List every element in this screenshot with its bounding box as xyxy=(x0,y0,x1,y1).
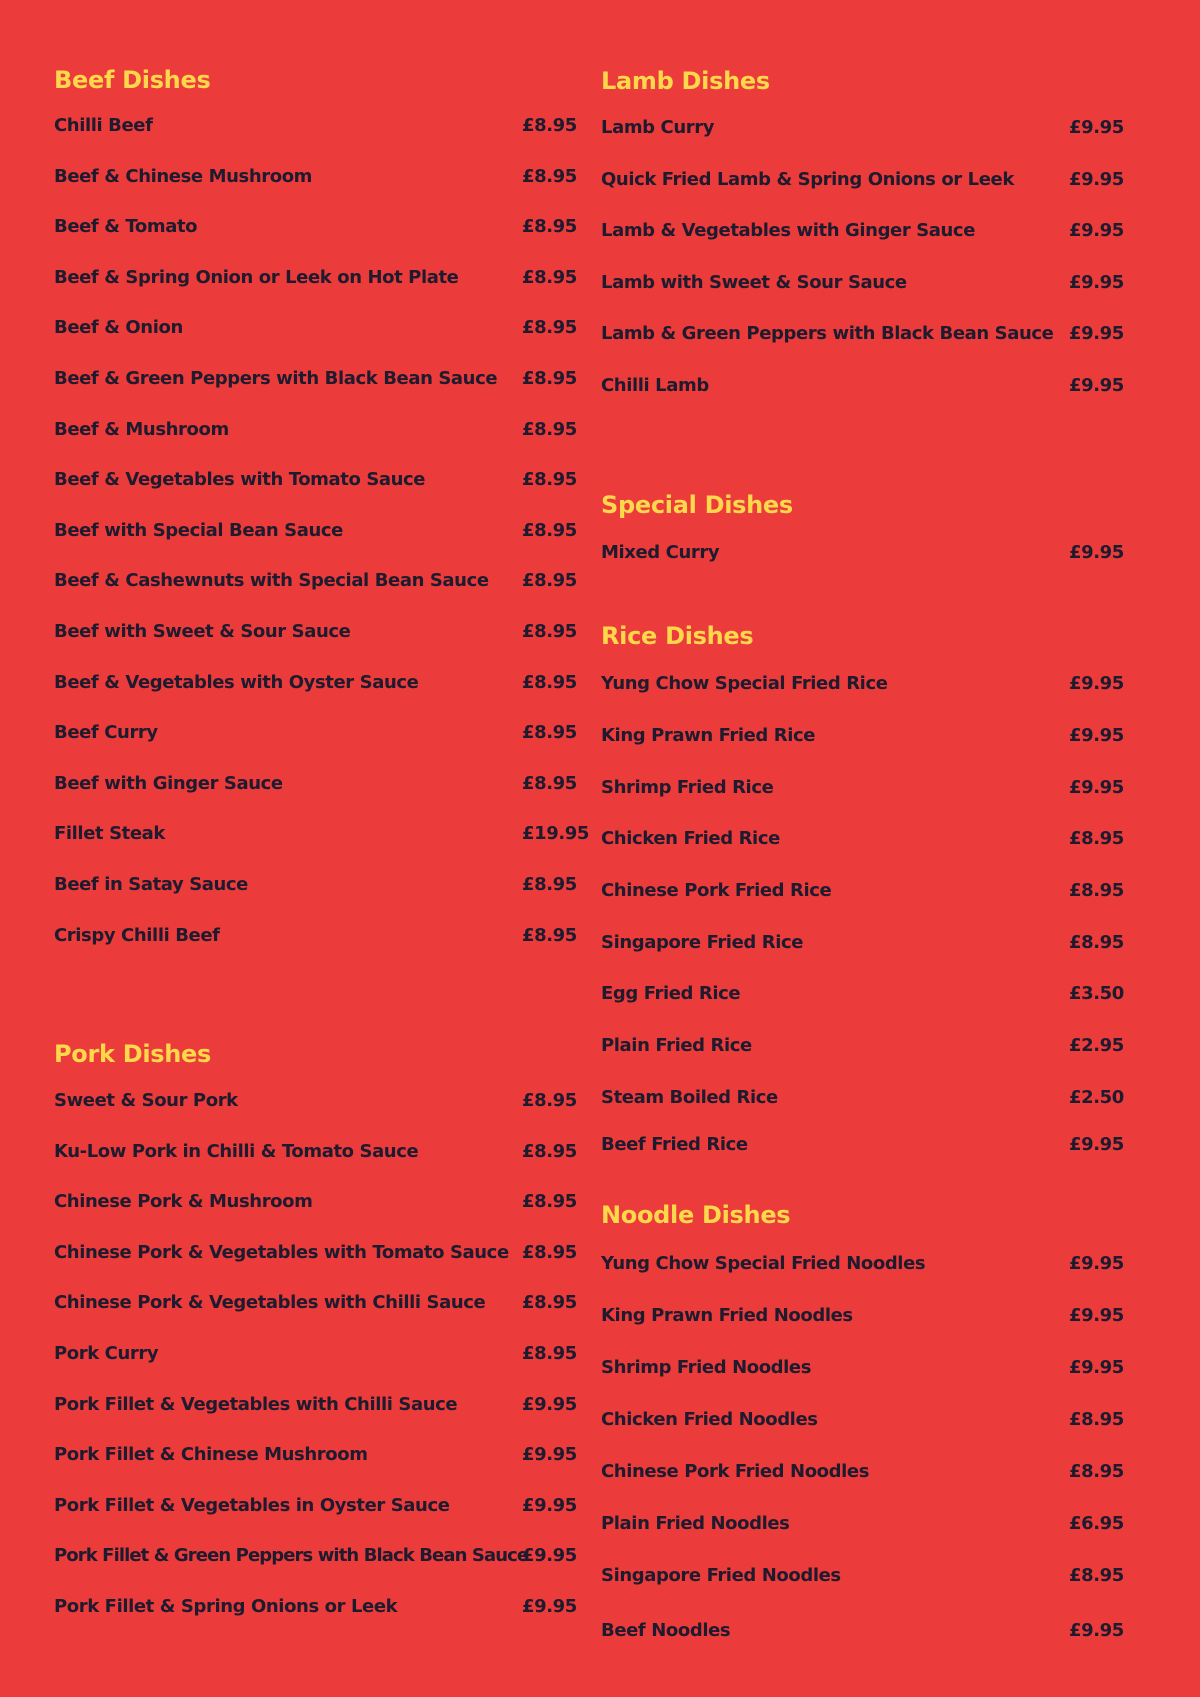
menu-item-name: Beef with Ginger Sauce xyxy=(54,773,283,794)
menu-item-price: £9.95 xyxy=(522,1596,577,1617)
menu-item xyxy=(54,1343,577,1364)
menu-item-price: £6.95 xyxy=(1069,1513,1124,1534)
menu-item-name: Yung Chow Special Fried Rice xyxy=(601,673,888,694)
menu-item xyxy=(54,1394,577,1415)
menu-item xyxy=(54,823,590,844)
menu-item-name: Lamb Curry xyxy=(601,117,715,138)
menu-item xyxy=(601,828,1124,849)
menu-item-price: £8.95 xyxy=(522,520,577,541)
menu-item xyxy=(54,166,577,187)
menu-item-name: Chinese Pork Fried Rice xyxy=(601,880,832,901)
menu-item-name: Shrimp Fried Rice xyxy=(601,777,774,798)
menu-item-price: £9.95 xyxy=(1069,1357,1124,1378)
menu-item xyxy=(601,725,1124,746)
menu-item-name: Beef & Mushroom xyxy=(54,419,229,440)
menu-item-name: Beef with Sweet & Sour Sauce xyxy=(54,621,351,642)
menu-item-price: £8.95 xyxy=(1069,880,1124,901)
menu-item-name: Pork Curry xyxy=(54,1343,159,1364)
menu-item-price: £9.95 xyxy=(1069,1305,1124,1326)
menu-item xyxy=(54,1596,577,1617)
menu-item-price: £8.95 xyxy=(1069,1409,1124,1430)
menu-item-price: £9.95 xyxy=(1069,375,1124,396)
menu-item-name: Singapore Fried Noodles xyxy=(601,1565,841,1586)
menu-item-name: Chinese Pork & Mushroom xyxy=(54,1191,313,1212)
menu-item xyxy=(54,419,577,440)
menu-item xyxy=(601,1253,1124,1274)
menu-item-price: £9.95 xyxy=(1069,169,1124,190)
menu-item xyxy=(601,169,1124,190)
menu-item xyxy=(54,267,577,288)
menu-item xyxy=(54,520,577,541)
menu-item xyxy=(601,1087,1124,1108)
menu-item xyxy=(54,216,577,237)
noodle-section-title: Noodle Dishes xyxy=(601,1201,791,1229)
menu-item-price: £9.95 xyxy=(522,1394,577,1415)
menu-item xyxy=(54,115,577,136)
menu-item-price: £8.95 xyxy=(522,469,577,490)
menu-item-name: Ku-Low Pork in Chilli & Tomato Sauce xyxy=(54,1141,419,1162)
menu-item xyxy=(54,672,577,693)
menu-item xyxy=(601,1461,1124,1482)
menu-item-price: £8.95 xyxy=(522,1343,577,1364)
menu-item-price: £8.95 xyxy=(522,1292,577,1313)
menu-item xyxy=(601,932,1124,953)
menu-item-name: Pork Fillet & Vegetables with Chilli Sauce xyxy=(54,1394,458,1415)
menu-item-price: £9.95 xyxy=(1069,1134,1124,1155)
menu-item-name: Plain Fried Noodles xyxy=(601,1513,790,1534)
menu-item-name: King Prawn Fried Rice xyxy=(601,725,816,746)
menu-item xyxy=(601,1035,1124,1056)
menu-item-price: £8.95 xyxy=(522,368,577,389)
menu-item-price: £8.95 xyxy=(522,874,577,895)
menu-item xyxy=(54,1191,577,1212)
menu-item-price: £8.95 xyxy=(522,419,577,440)
menu-item xyxy=(54,773,577,794)
menu-item-name: Chinese Pork Fried Noodles xyxy=(601,1461,870,1482)
menu-item xyxy=(54,1292,577,1313)
menu-item-price: £8.95 xyxy=(1069,828,1124,849)
menu-item-name: Beef & Vegetables with Tomato Sauce xyxy=(54,469,426,490)
menu-item-price: £8.95 xyxy=(522,1191,577,1212)
menu-item-price: £8.95 xyxy=(1069,1461,1124,1482)
menu-item xyxy=(601,375,1124,396)
menu-item-name: Beef & Vegetables with Oyster Sauce xyxy=(54,672,419,693)
menu-item-price: £8.95 xyxy=(522,166,577,187)
menu-item xyxy=(601,117,1124,138)
menu-item-name: Beef in Satay Sauce xyxy=(54,874,248,895)
menu-item xyxy=(601,323,1124,344)
menu-item xyxy=(54,874,577,895)
menu-item-name: Fillet Steak xyxy=(54,823,165,844)
menu-item xyxy=(601,777,1124,798)
menu-item-name: Mixed Curry xyxy=(601,542,720,563)
menu-item xyxy=(601,1409,1124,1430)
menu-item xyxy=(54,368,577,389)
lamb-section-title: Lamb Dishes xyxy=(601,67,770,95)
menu-item-name: Crispy Chilli Beef xyxy=(54,925,220,946)
menu-item-price: £8.95 xyxy=(522,570,577,591)
menu-item xyxy=(54,317,577,338)
menu-item-name: Beef & Green Peppers with Black Bean Sauce xyxy=(54,368,498,389)
beef-section-title: Beef Dishes xyxy=(54,66,211,94)
menu-item-price: £9.95 xyxy=(1069,673,1124,694)
menu-item xyxy=(54,1090,577,1111)
menu-item xyxy=(601,1357,1124,1378)
menu-item xyxy=(601,272,1124,293)
menu-item-price: £8.95 xyxy=(522,317,577,338)
menu-item xyxy=(54,469,577,490)
menu-item-name: Chilli Beef xyxy=(54,115,153,136)
menu-item-name: Chicken Fried Noodles xyxy=(601,1409,818,1430)
menu-item xyxy=(601,542,1124,563)
menu-item-price: £8.95 xyxy=(1069,932,1124,953)
menu-item-name: Beef Fried Rice xyxy=(601,1134,748,1155)
menu-item xyxy=(54,722,577,743)
menu-item-name: Beef & Onion xyxy=(54,317,183,338)
menu-item-price: £8.95 xyxy=(522,722,577,743)
menu-item-name: Pork Fillet & Spring Onions or Leek xyxy=(54,1596,398,1617)
menu-item-name: Chicken Fried Rice xyxy=(601,828,780,849)
menu-item xyxy=(601,1565,1124,1586)
menu-item-name: Lamb & Vegetables with Ginger Sauce xyxy=(601,220,976,241)
menu-item-name: Beef Curry xyxy=(54,722,158,743)
menu-item-price: £8.95 xyxy=(522,115,577,136)
special-section-title: Special Dishes xyxy=(601,491,793,519)
menu-item-name: Pork Fillet & Chinese Mushroom xyxy=(54,1444,368,1465)
menu-item-name: King Prawn Fried Noodles xyxy=(601,1305,853,1326)
menu-item-price: £9.95 xyxy=(1069,777,1124,798)
menu-item-name: Chinese Pork & Vegetables with Tomato Sauce xyxy=(54,1242,509,1263)
menu-item-price: £8.95 xyxy=(522,672,577,693)
menu-item-price: £8.95 xyxy=(522,267,577,288)
menu-item-name: Pork Fillet & Green Peppers with Black Bean Sauce xyxy=(54,1545,529,1566)
menu-item-price: £9.95 xyxy=(522,1545,577,1566)
menu-item-price: £8.95 xyxy=(522,773,577,794)
menu-item-price: £8.95 xyxy=(522,1141,577,1162)
menu-item xyxy=(54,570,577,591)
menu-item xyxy=(54,1242,577,1263)
menu-item-price: £8.95 xyxy=(522,216,577,237)
menu-item-price: £9.95 xyxy=(1069,272,1124,293)
menu-item xyxy=(601,673,1124,694)
menu-item-name: Beef Noodles xyxy=(601,1620,731,1641)
menu-item xyxy=(54,621,577,642)
menu-item-name: Chinese Pork & Vegetables with Chilli Sauce xyxy=(54,1292,486,1313)
menu-item xyxy=(54,1545,577,1566)
menu-item xyxy=(601,1305,1124,1326)
menu-item-name: Lamb with Sweet & Sour Sauce xyxy=(601,272,907,293)
menu-item-price: £8.95 xyxy=(522,1090,577,1111)
menu-item-price: £8.95 xyxy=(1069,1565,1124,1586)
menu-item-price: £9.95 xyxy=(522,1444,577,1465)
rice-section-title: Rice Dishes xyxy=(601,622,754,650)
menu-item-name: Sweet & Sour Pork xyxy=(54,1090,238,1111)
menu-item-name: Steam Boiled Rice xyxy=(601,1087,778,1108)
menu-item-name: Beef & Chinese Mushroom xyxy=(54,166,313,187)
menu-item-name: Beef & Tomato xyxy=(54,216,198,237)
menu-item-price: £9.95 xyxy=(1069,725,1124,746)
menu-item xyxy=(601,1513,1124,1534)
menu-item-name: Lamb & Green Peppers with Black Bean Sauce xyxy=(601,323,1054,344)
menu-item-price: £9.95 xyxy=(1069,220,1124,241)
menu-item-price: £9.95 xyxy=(1069,1620,1124,1641)
menu-item-name: Egg Fried Rice xyxy=(601,983,741,1004)
menu-item xyxy=(54,1141,577,1162)
pork-section-title: Pork Dishes xyxy=(54,1040,212,1068)
menu-item-price: £9.95 xyxy=(1069,542,1124,563)
menu-item-name: Beef & Cashewnuts with Special Bean Sauce xyxy=(54,570,489,591)
menu-item-price: £9.95 xyxy=(1069,1253,1124,1274)
menu-item-price: £9.95 xyxy=(522,1495,577,1516)
menu-item-name: Shrimp Fried Noodles xyxy=(601,1357,812,1378)
menu-item-price: £8.95 xyxy=(522,621,577,642)
menu-item-name: Pork Fillet & Vegetables in Oyster Sauce xyxy=(54,1495,450,1516)
menu-item-name: Singapore Fried Rice xyxy=(601,932,804,953)
menu-item-name: Quick Fried Lamb & Spring Onions or Leek xyxy=(601,169,1014,190)
menu-item xyxy=(601,1134,1124,1155)
menu-item xyxy=(601,983,1124,1004)
menu-item-price: £2.95 xyxy=(1069,1035,1124,1056)
menu-item xyxy=(601,880,1124,901)
menu-item xyxy=(601,220,1124,241)
menu-item xyxy=(54,1495,577,1516)
menu-item-price: £9.95 xyxy=(1069,323,1124,344)
menu-item-name: Yung Chow Special Fried Noodles xyxy=(601,1253,926,1274)
menu-item-name: Plain Fried Rice xyxy=(601,1035,752,1056)
menu-item-price: £8.95 xyxy=(522,1242,577,1263)
menu-item-price: £8.95 xyxy=(522,925,577,946)
menu-item-name: Beef & Spring Onion or Leek on Hot Plate xyxy=(54,267,459,288)
menu-item-price: £19.95 xyxy=(522,823,590,844)
menu-item-name: Beef with Special Bean Sauce xyxy=(54,520,343,541)
menu-item-price: £3.50 xyxy=(1069,983,1124,1004)
menu-item xyxy=(601,1620,1124,1641)
menu-item xyxy=(54,1444,577,1465)
menu-item xyxy=(54,925,577,946)
menu-item-price: £2.50 xyxy=(1069,1087,1124,1108)
menu-item-name: Chilli Lamb xyxy=(601,375,709,396)
menu-item-price: £9.95 xyxy=(1069,117,1124,138)
